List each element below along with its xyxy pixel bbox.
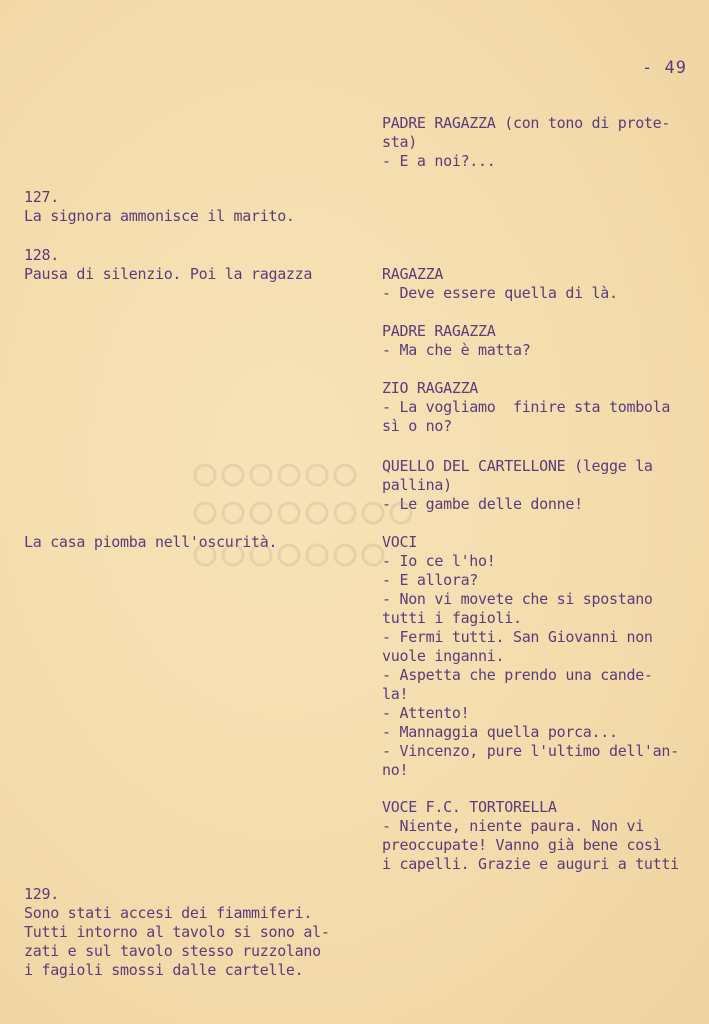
text-line: tutti i fagioli. (382, 609, 522, 627)
text-line: ZIO RAGAZZA (382, 379, 479, 397)
text-line: Pausa di silenzio. Poi la ragazza (24, 265, 313, 283)
scene-127 (24, 188, 295, 226)
scene-number: 127. (24, 188, 59, 206)
dialogue-padre-ragazza-1 (382, 114, 670, 171)
dialogue-ragazza (382, 265, 618, 303)
dialogue-padre-ragazza-2 (382, 322, 530, 360)
text-line: - Fermi tutti. San Giovanni non (382, 628, 653, 646)
action-blackout (24, 533, 277, 552)
dialogue-zio-ragazza (382, 379, 670, 436)
text-line: - Ma che è matta? (382, 341, 531, 359)
text-line: la! (382, 685, 409, 703)
text-line: zati e sul tavolo stesso ruzzolano (24, 942, 321, 960)
text-line: La signora ammonisce il marito. (24, 207, 295, 225)
text-line: - Attento! (382, 704, 470, 722)
scene-number: 128. (24, 246, 59, 264)
text-line: VOCI (382, 533, 417, 551)
text-line: Tutti intorno al tavolo si sono al- (24, 923, 330, 941)
scene-128 (24, 246, 312, 284)
text-line: - Non vi movete che si spostano (382, 590, 653, 608)
text-line: - La vogliamo finire sta tombola (382, 398, 671, 416)
text-line: no! (382, 761, 409, 779)
text-line: PADRE RAGAZZA (con tono di prote- (382, 114, 671, 132)
text-line: Sono stati accesi dei fiammiferi. (24, 904, 313, 922)
text-line: - Mannaggia quella porca... (382, 723, 618, 741)
text-line: PADRE RAGAZZA (382, 322, 496, 340)
page-number: - 49 (642, 58, 687, 78)
text-line: La casa piomba nell'oscurità. (24, 533, 278, 551)
text-line: sta) (382, 133, 417, 151)
text-line: i fagioli smossi dalle cartelle. (24, 961, 304, 979)
scene-129 (24, 885, 330, 980)
dialogue-voce-tortorella (382, 798, 679, 874)
text-line: - Niente, niente paura. Non vi (382, 817, 644, 835)
dialogue-voci (382, 533, 679, 780)
text-line: - E a noi?... (382, 152, 496, 170)
text-line: - Aspetta che prendo una cande- (382, 666, 653, 684)
text-line: - Le gambe delle donne! (382, 495, 583, 513)
text-line: - Vincenzo, pure l'ultimo dell'an- (382, 742, 679, 760)
text-line: QUELLO DEL CARTELLONE (legge la (382, 457, 653, 475)
dialogue-quello-del-cartellone (382, 457, 653, 514)
text-line: i capelli. Grazie e auguri a tutti (382, 855, 679, 873)
text-line: - Io ce l'ho! (382, 552, 496, 570)
text-line: RAGAZZA (382, 265, 444, 283)
text-line: pallina) (382, 476, 452, 494)
text-line: vuole inganni. (382, 647, 505, 665)
text-line: - E allora? (382, 571, 479, 589)
text-line: VOCE F.C. TORTORELLA (382, 798, 557, 816)
text-line: preoccupate! Vanno già bene così (382, 836, 662, 854)
scene-number: 129. (24, 885, 59, 903)
text-line: sì o no? (382, 417, 452, 435)
text-line: - Deve essere quella di là. (382, 284, 618, 302)
